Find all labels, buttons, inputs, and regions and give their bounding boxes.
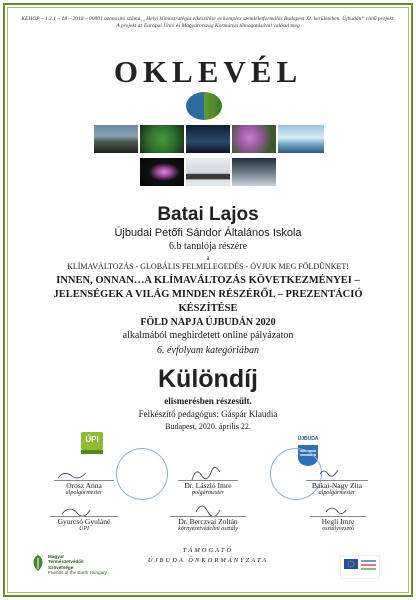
project-reference: KEHOP – 1.2.1 – 18 – 2018 – 00001 azonosító számú, „Helyi klímastratégia elkészítése és komplex szemléletformálás Budapest XI. kerületében. Újbudán” című projekt. xyxy=(21,16,395,22)
signatory-2-name: Dr. László Imre xyxy=(184,481,232,490)
signatory-2 xyxy=(172,481,244,496)
project-header xyxy=(20,16,396,30)
contest-theme-line-2: JELENSÉGEK A VILÁG MINDEN RÉSZÉRŐL – PREZENTÁCIÓ xyxy=(53,289,363,300)
teacher-line: Felkészítő pedagógus: Gáspár Klaudia xyxy=(138,409,278,419)
coral-image xyxy=(232,158,276,186)
sponsor-name: ÚJBUDA ÖNKORMÁNYZATA xyxy=(147,557,269,564)
signatory-3 xyxy=(300,481,374,496)
eu-funding-badge xyxy=(340,555,380,579)
recipient-name: Batai Lajos xyxy=(157,204,259,225)
signatory-6 xyxy=(302,517,374,532)
bacteria-image xyxy=(140,158,184,186)
seal-on-ice-image xyxy=(186,158,230,186)
signatory-5-name: Dr. Berczvai Zoltán xyxy=(178,517,238,526)
signatory-6-role: osztályvezető xyxy=(322,526,354,532)
signatory-2-role: polgármester xyxy=(192,490,224,496)
sponsor-label: TÁMOGATÓ xyxy=(182,547,234,554)
signatory-4 xyxy=(44,517,124,532)
mtsz-logo xyxy=(30,552,140,576)
contest-theme-line-1: INNEN, ONNAN…A KLÍMAVÁLTOZÁS KÖVETKEZMÉNYEI – xyxy=(56,275,360,286)
school-name: Újbudai Petőfi Sándor Általános Iskola xyxy=(114,227,302,239)
upi-logo xyxy=(80,430,104,456)
signatory-5-role: környezetvédelmi osztály xyxy=(178,526,238,532)
certificate-title: OKLEVÉL xyxy=(113,54,303,89)
signatory-3-role: alpolgármester xyxy=(318,490,356,496)
signatory-1 xyxy=(50,481,118,496)
funding-notice: A projekt az Európai Unió és Magyarország Kormánya támogatásával valósul meg xyxy=(116,22,300,29)
contest-theme-line-3: KÉSZÍTÉSE xyxy=(178,303,238,314)
iceberg-dark-image xyxy=(186,125,230,153)
contest-occasion: alkalmából meghirdetett online pályázaton xyxy=(122,330,294,341)
upi-logo-text: ÚPI xyxy=(85,435,99,444)
award-recognition: elismerésben részesült. xyxy=(164,396,252,406)
green-pond-image xyxy=(140,125,184,153)
earth-leaf-image xyxy=(186,92,222,120)
signatory-1-name: Orosz Anna xyxy=(66,481,102,490)
contest-event: FÖLD NAPJA ÚJBUDÁN 2020 xyxy=(140,317,276,328)
connector-text: a xyxy=(206,254,210,262)
issue-date: Budapest, 2020. április 22. xyxy=(165,422,251,431)
mtsz-logo-text: Magyar Természetvédők Szövetsége Friends of the Earth Hungary xyxy=(48,554,107,575)
signatory-4-name: Gyurcsó Gyuláné xyxy=(57,517,111,526)
signatory-4-role: ÚPI xyxy=(79,526,89,532)
signatory-6-name: Hegli Imre xyxy=(321,517,355,526)
award-title: Különdíj xyxy=(158,365,258,393)
class-line: 6.b tanulója részére xyxy=(168,241,248,252)
iceberg-image xyxy=(278,125,324,153)
ujbuda-logo-text: ÚJBUDA xyxy=(297,436,319,442)
signatory-5 xyxy=(160,517,256,532)
coast-image xyxy=(94,125,138,153)
contest-category: 6. évfolyam kategóriában xyxy=(157,345,259,356)
signatory-1-role: alpolgármester xyxy=(65,490,103,496)
purple-flowers-image xyxy=(232,125,276,153)
contest-series: KLÍMAVÁLTOZÁS - GLOBÁLIS FELMELEGEDÉS - ÓVJUK MEG FÖLDÜNKET! xyxy=(67,262,349,271)
signatory-3-name: Bakai-Nagy Zita xyxy=(311,481,363,490)
